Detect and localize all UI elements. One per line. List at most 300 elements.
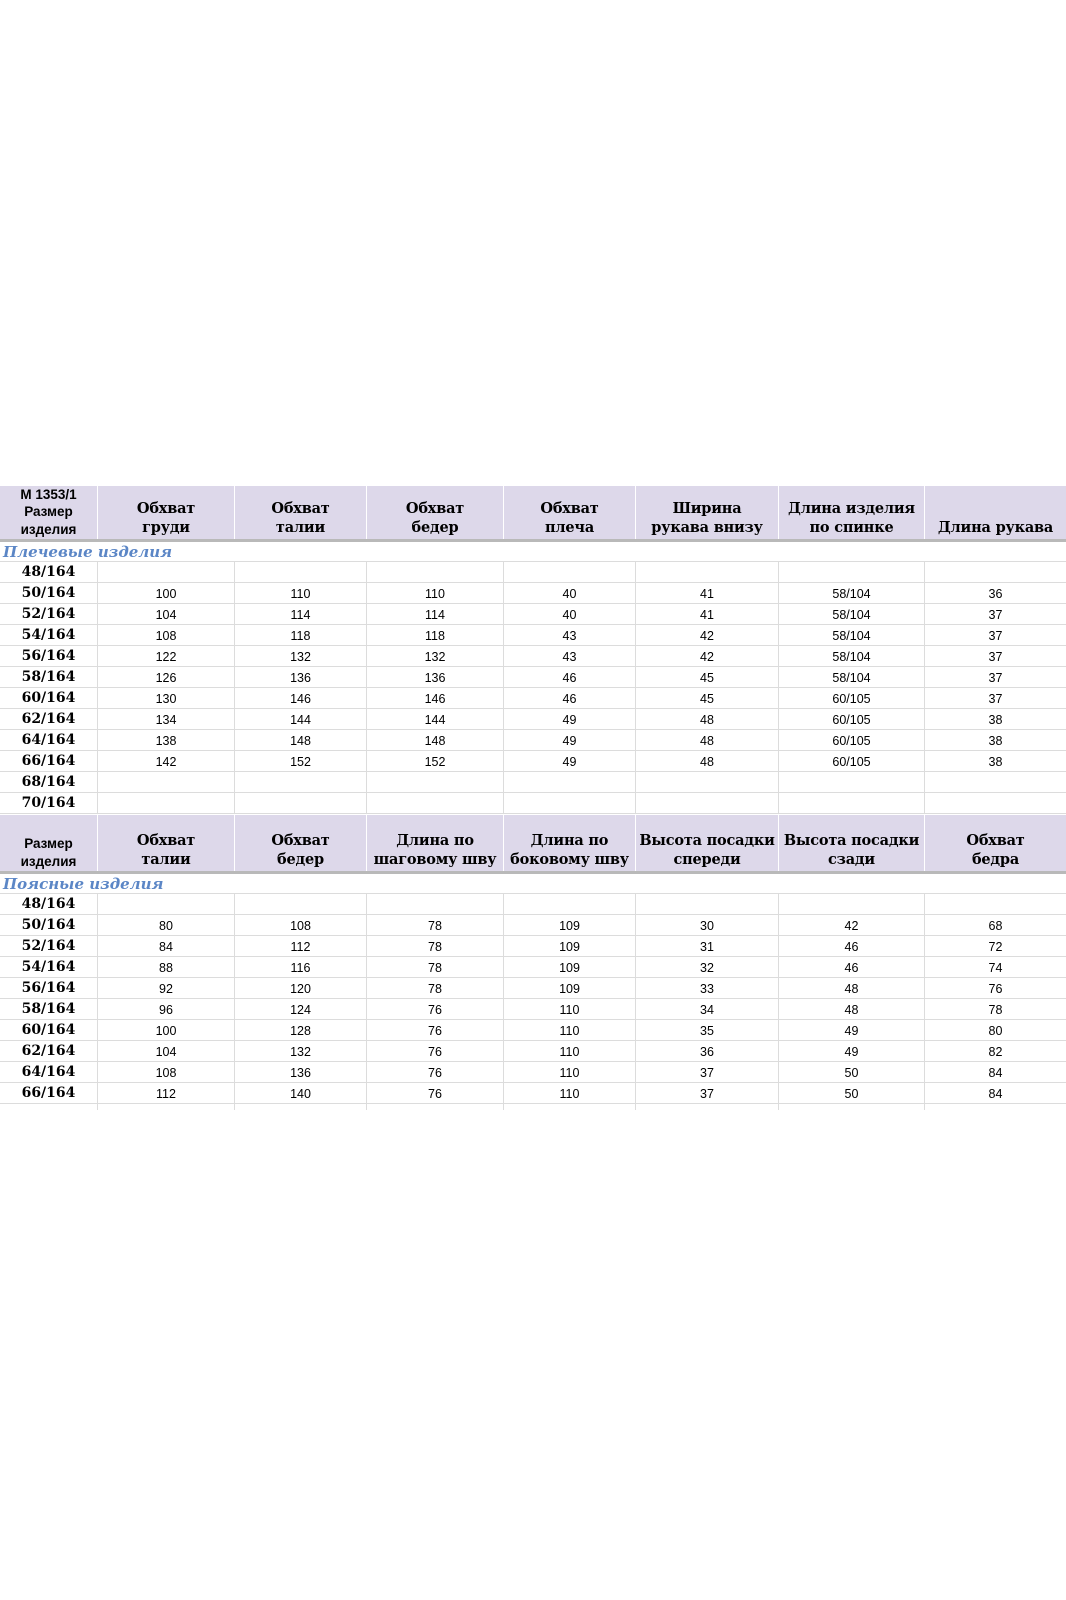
- table-row: [0, 604, 1066, 625]
- header-cell: [98, 815, 235, 871]
- value-cell: [779, 646, 925, 666]
- table-row: [0, 999, 1066, 1020]
- size-cell: [0, 730, 98, 750]
- measurement-value: 74: [988, 961, 1003, 975]
- size-label: 60/164: [21, 1022, 76, 1038]
- size-label: 54/164: [21, 627, 76, 643]
- size-label: 66/164: [21, 1085, 76, 1101]
- value-cell: [504, 583, 636, 603]
- measurement-value: 76: [428, 1087, 442, 1101]
- header-cell: [636, 486, 779, 539]
- value-cell: [98, 583, 235, 603]
- measurement-value: 76: [428, 1066, 442, 1080]
- header-cell: [504, 815, 636, 871]
- measurement-value: 41: [700, 587, 714, 601]
- measurement-value: 46: [562, 692, 577, 706]
- value-cell: [504, 1041, 636, 1061]
- size-cell: [0, 562, 98, 582]
- value-cell: [925, 772, 1066, 792]
- measurement-value: 136: [290, 1066, 311, 1080]
- header-cell: [235, 815, 367, 871]
- value-cell: [925, 999, 1066, 1019]
- measurement-value: 110: [559, 1045, 580, 1059]
- value-cell: [779, 793, 925, 813]
- value-cell: [235, 957, 367, 977]
- measurement-value: 146: [424, 692, 446, 706]
- value-cell: [636, 915, 779, 935]
- measurement-value: 60/105: [832, 692, 871, 706]
- value-cell: [925, 1041, 1066, 1061]
- header-label: Обхват бедра: [966, 832, 1025, 868]
- value-cell: [367, 646, 504, 666]
- value-cell: [367, 751, 504, 771]
- measurement-value: 50: [844, 1087, 859, 1101]
- size-cell: [0, 978, 98, 998]
- value-cell: [235, 562, 367, 582]
- size-cell: [0, 688, 98, 708]
- section-title: Поясные изделия: [3, 875, 164, 893]
- measurement-value: 78: [428, 982, 442, 996]
- header-label: Обхват бедер: [271, 832, 330, 868]
- value-cell: [504, 957, 636, 977]
- measurement-value: 36: [700, 1045, 714, 1059]
- value-cell: [925, 1062, 1066, 1082]
- value-cell: [636, 936, 779, 956]
- size-label: 50/164: [21, 585, 76, 601]
- measurement-value: 138: [155, 734, 177, 748]
- value-cell: [504, 730, 636, 750]
- value-cell: [98, 978, 235, 998]
- measurement-value: 144: [290, 713, 311, 727]
- value-cell: [504, 667, 636, 687]
- table-row: [0, 978, 1066, 999]
- value-cell: [779, 772, 925, 792]
- value-cell: [235, 1041, 367, 1061]
- measurement-value: 37: [988, 608, 1003, 622]
- size-label: 68/164: [21, 774, 76, 790]
- value-cell: [636, 894, 779, 914]
- header-label: Длина изделия по спинке: [788, 500, 915, 536]
- value-cell: [636, 999, 779, 1019]
- value-cell: [235, 793, 367, 813]
- header-cell: [925, 815, 1066, 871]
- header-cell: [779, 815, 925, 871]
- value-cell: [636, 646, 779, 666]
- value-cell: [636, 751, 779, 771]
- value-cell: [636, 1083, 779, 1103]
- value-cell: [925, 1083, 1066, 1103]
- measurement-value: 60/105: [832, 713, 871, 727]
- measurement-value: 104: [155, 1045, 177, 1059]
- header-label: M 1353/1 Размер изделия: [20, 486, 77, 537]
- value-cell: [98, 625, 235, 645]
- measurement-value: 96: [159, 1003, 173, 1017]
- value-cell: [636, 604, 779, 624]
- header-cell: [367, 815, 504, 871]
- value-cell: [504, 999, 636, 1019]
- measurement-value: 45: [700, 692, 714, 706]
- value-cell: [779, 709, 925, 729]
- value-cell: [925, 936, 1066, 956]
- value-cell: [779, 1083, 925, 1103]
- value-cell: [98, 1041, 235, 1061]
- value-cell: [779, 1062, 925, 1082]
- size-cell: [0, 915, 98, 935]
- measurement-value: 132: [424, 650, 446, 664]
- measurement-value: 148: [290, 734, 311, 748]
- measurement-value: 36: [988, 587, 1003, 601]
- value-cell: [367, 957, 504, 977]
- measurement-value: 109: [559, 940, 580, 954]
- value-cell: [504, 894, 636, 914]
- value-cell: [98, 730, 235, 750]
- table-row: [0, 957, 1066, 978]
- value-cell: [504, 772, 636, 792]
- size-label: 64/164: [21, 1064, 76, 1080]
- measurement-value: 76: [988, 982, 1003, 996]
- measurement-value: 148: [424, 734, 446, 748]
- value-cell: [779, 583, 925, 603]
- measurement-value: 49: [562, 734, 577, 748]
- measurement-value: 37: [988, 629, 1003, 643]
- measurement-value: 128: [290, 1024, 311, 1038]
- value-cell: [636, 688, 779, 708]
- top-table-header: [0, 486, 1066, 542]
- value-cell: [367, 1020, 504, 1040]
- value-cell: [235, 1062, 367, 1082]
- value-cell: [636, 583, 779, 603]
- measurement-value: 72: [988, 940, 1003, 954]
- measurement-value: 38: [988, 734, 1003, 748]
- value-cell: [636, 625, 779, 645]
- header-label: Длина по боковому шву: [510, 832, 629, 868]
- header-label: Высота посадки сзади: [783, 832, 920, 868]
- value-cell: [636, 667, 779, 687]
- value-cell: [98, 936, 235, 956]
- header-label: Обхват талии: [271, 500, 330, 536]
- measurement-value: 122: [155, 650, 177, 664]
- measurement-value: 110: [559, 1087, 580, 1101]
- value-cell: [235, 688, 367, 708]
- measurement-value: 58/104: [832, 587, 871, 601]
- size-cell: [0, 894, 98, 914]
- value-cell: [367, 915, 504, 935]
- measurement-value: 132: [290, 1045, 311, 1059]
- size-label: 60/164: [21, 690, 76, 706]
- measurement-value: 45: [700, 671, 714, 685]
- value-cell: [367, 999, 504, 1019]
- size-label: 64/164: [21, 732, 76, 748]
- size-label: 52/164: [21, 938, 76, 954]
- header-label: Длина рукава: [937, 519, 1054, 536]
- measurement-value: 114: [290, 608, 311, 622]
- value-cell: [504, 688, 636, 708]
- table-row: [0, 730, 1066, 751]
- size-label: 48/164: [21, 896, 76, 912]
- value-cell: [925, 667, 1066, 687]
- size-cell: [0, 583, 98, 603]
- table-row: [0, 1062, 1066, 1083]
- size-cell: [0, 999, 98, 1019]
- value-cell: [636, 772, 779, 792]
- value-cell: [636, 1020, 779, 1040]
- value-cell: [235, 709, 367, 729]
- value-cell: [235, 646, 367, 666]
- value-cell: [636, 1062, 779, 1082]
- table-row: [0, 772, 1066, 793]
- value-cell: [779, 894, 925, 914]
- header-cell: [0, 815, 98, 871]
- measurement-value: 48: [844, 1003, 859, 1017]
- value-cell: [925, 730, 1066, 750]
- measurement-value: 152: [424, 755, 446, 769]
- measurement-value: 37: [988, 671, 1003, 685]
- size-cell: [0, 667, 98, 687]
- measurement-value: 33: [700, 982, 714, 996]
- value-cell: [98, 894, 235, 914]
- measurement-value: 130: [155, 692, 177, 706]
- value-cell: [98, 793, 235, 813]
- value-cell: [235, 730, 367, 750]
- measurement-value: 58/104: [832, 608, 871, 622]
- value-cell: [779, 978, 925, 998]
- header-label: Размер изделия: [20, 836, 77, 869]
- value-cell: [925, 709, 1066, 729]
- value-cell: [925, 688, 1066, 708]
- value-cell: [779, 688, 925, 708]
- value-cell: [925, 915, 1066, 935]
- value-cell: [779, 625, 925, 645]
- measurement-value: 108: [290, 919, 311, 933]
- header-cell: [98, 486, 235, 539]
- value-cell: [925, 793, 1066, 813]
- measurement-value: 38: [988, 755, 1003, 769]
- measurement-value: 60/105: [832, 755, 871, 769]
- measurement-value: 31: [700, 940, 714, 954]
- value-cell: [636, 562, 779, 582]
- bottom-table-header: [0, 814, 1066, 874]
- section-row-shoulder: [0, 542, 1066, 562]
- header-label: Обхват плеча: [540, 500, 599, 536]
- measurement-value: 109: [559, 982, 580, 996]
- value-cell: [779, 999, 925, 1019]
- value-cell: [367, 730, 504, 750]
- value-cell: [779, 562, 925, 582]
- value-cell: [98, 915, 235, 935]
- value-cell: [779, 936, 925, 956]
- value-cell: [98, 1083, 235, 1103]
- value-cell: [504, 1062, 636, 1082]
- value-cell: [636, 978, 779, 998]
- measurement-value: 110: [425, 587, 445, 601]
- value-cell: [367, 709, 504, 729]
- measurement-value: 41: [700, 608, 714, 622]
- size-label: 58/164: [21, 669, 76, 685]
- value-cell: [235, 583, 367, 603]
- size-cell: [0, 1041, 98, 1061]
- value-cell: [367, 936, 504, 956]
- value-cell: [925, 894, 1066, 914]
- value-cell: [98, 688, 235, 708]
- value-cell: [235, 667, 367, 687]
- header-cell: [504, 486, 636, 539]
- measurement-value: 42: [844, 919, 859, 933]
- table-row: [0, 1020, 1066, 1041]
- size-label: 54/164: [21, 959, 76, 975]
- value-cell: [504, 915, 636, 935]
- measurement-value: 76: [428, 1024, 442, 1038]
- header-cell: [367, 486, 504, 539]
- value-cell: [779, 1041, 925, 1061]
- measurement-value: 146: [290, 692, 311, 706]
- measurement-value: 42: [700, 629, 714, 643]
- cut-off-row: [0, 1104, 1066, 1110]
- value-cell: [98, 1062, 235, 1082]
- value-cell: [235, 936, 367, 956]
- value-cell: [367, 688, 504, 708]
- value-cell: [367, 667, 504, 687]
- value-cell: [779, 667, 925, 687]
- size-cell: [0, 1020, 98, 1040]
- value-cell: [636, 730, 779, 750]
- header-cell: [235, 486, 367, 539]
- measurement-value: 108: [155, 1066, 177, 1080]
- measurement-value: 100: [155, 1024, 177, 1038]
- value-cell: [504, 793, 636, 813]
- value-cell: [98, 772, 235, 792]
- value-cell: [779, 957, 925, 977]
- header-cell: [636, 815, 779, 871]
- value-cell: [235, 894, 367, 914]
- measurement-value: 109: [559, 919, 580, 933]
- measurement-value: 46: [562, 671, 577, 685]
- measurement-value: 58/104: [832, 650, 871, 664]
- size-label: 70/164: [21, 795, 76, 811]
- value-cell: [235, 978, 367, 998]
- size-cell: [0, 1083, 98, 1103]
- measurement-value: 76: [428, 1045, 442, 1059]
- measurement-value: 104: [155, 608, 177, 622]
- value-cell: [504, 1020, 636, 1040]
- table-row: [0, 793, 1066, 814]
- value-cell: [636, 957, 779, 977]
- size-label: 62/164: [21, 711, 76, 727]
- measurement-value: 88: [159, 961, 173, 975]
- value-cell: [925, 751, 1066, 771]
- value-cell: [925, 1020, 1066, 1040]
- value-cell: [925, 562, 1066, 582]
- value-cell: [235, 604, 367, 624]
- table-row: [0, 709, 1066, 730]
- measurement-value: 78: [988, 1003, 1003, 1017]
- measurement-value: 118: [290, 629, 311, 643]
- value-cell: [98, 999, 235, 1019]
- value-cell: [367, 793, 504, 813]
- size-cell: [0, 1062, 98, 1082]
- table-row: [0, 1041, 1066, 1062]
- value-cell: [98, 957, 235, 977]
- value-cell: [925, 625, 1066, 645]
- value-cell: [779, 604, 925, 624]
- measurement-value: 76: [428, 1003, 442, 1017]
- measurement-value: 49: [844, 1045, 859, 1059]
- measurement-value: 118: [425, 629, 445, 643]
- measurement-value: 40: [562, 608, 577, 622]
- measurement-value: 132: [290, 650, 311, 664]
- bottom-table-body: [0, 894, 1066, 1104]
- size-label: 56/164: [21, 648, 76, 664]
- table-row: [0, 625, 1066, 646]
- measurement-value: 37: [700, 1066, 714, 1080]
- measurement-value: 110: [559, 1066, 580, 1080]
- measurement-value: 92: [159, 982, 173, 996]
- measurement-value: 43: [562, 650, 577, 664]
- measurement-value: 43: [562, 629, 577, 643]
- size-label: 66/164: [21, 753, 76, 769]
- size-cell: [0, 709, 98, 729]
- measurement-value: 78: [428, 961, 442, 975]
- measurement-value: 140: [290, 1087, 311, 1101]
- value-cell: [367, 583, 504, 603]
- header-label: Обхват талии: [136, 832, 196, 868]
- value-cell: [504, 604, 636, 624]
- measurement-value: 50: [844, 1066, 859, 1080]
- value-cell: [367, 1062, 504, 1082]
- measurement-value: 32: [700, 961, 714, 975]
- size-cell: [0, 957, 98, 977]
- value-cell: [367, 625, 504, 645]
- measurement-value: 136: [290, 671, 311, 685]
- value-cell: [235, 772, 367, 792]
- value-cell: [367, 1041, 504, 1061]
- value-cell: [779, 1020, 925, 1040]
- value-cell: [98, 709, 235, 729]
- measurement-value: 46: [844, 940, 859, 954]
- value-cell: [98, 562, 235, 582]
- value-cell: [504, 709, 636, 729]
- measurement-value: 35: [700, 1024, 714, 1038]
- value-cell: [235, 1020, 367, 1040]
- size-label: 56/164: [21, 980, 76, 996]
- measurement-value: 49: [844, 1024, 859, 1038]
- measurement-value: 78: [428, 919, 442, 933]
- measurement-value: 48: [700, 755, 714, 769]
- measurement-value: 37: [988, 650, 1003, 664]
- value-cell: [367, 978, 504, 998]
- value-cell: [504, 978, 636, 998]
- measurement-value: 58/104: [832, 629, 871, 643]
- measurement-value: 134: [155, 713, 177, 727]
- measurement-value: 142: [155, 755, 177, 769]
- measurement-value: 144: [424, 713, 446, 727]
- value-cell: [235, 915, 367, 935]
- header-cell: [925, 486, 1066, 539]
- value-cell: [779, 751, 925, 771]
- size-cell: [0, 936, 98, 956]
- value-cell: [235, 625, 367, 645]
- measurement-value: 40: [562, 587, 577, 601]
- size-cell: [0, 751, 98, 771]
- value-cell: [925, 583, 1066, 603]
- header-label: Обхват бедер: [405, 500, 465, 536]
- measurement-value: 49: [562, 713, 577, 727]
- measurement-value: 110: [559, 1024, 580, 1038]
- value-cell: [367, 562, 504, 582]
- value-cell: [98, 646, 235, 666]
- value-cell: [504, 936, 636, 956]
- measurement-value: 42: [700, 650, 714, 664]
- value-cell: [504, 1083, 636, 1103]
